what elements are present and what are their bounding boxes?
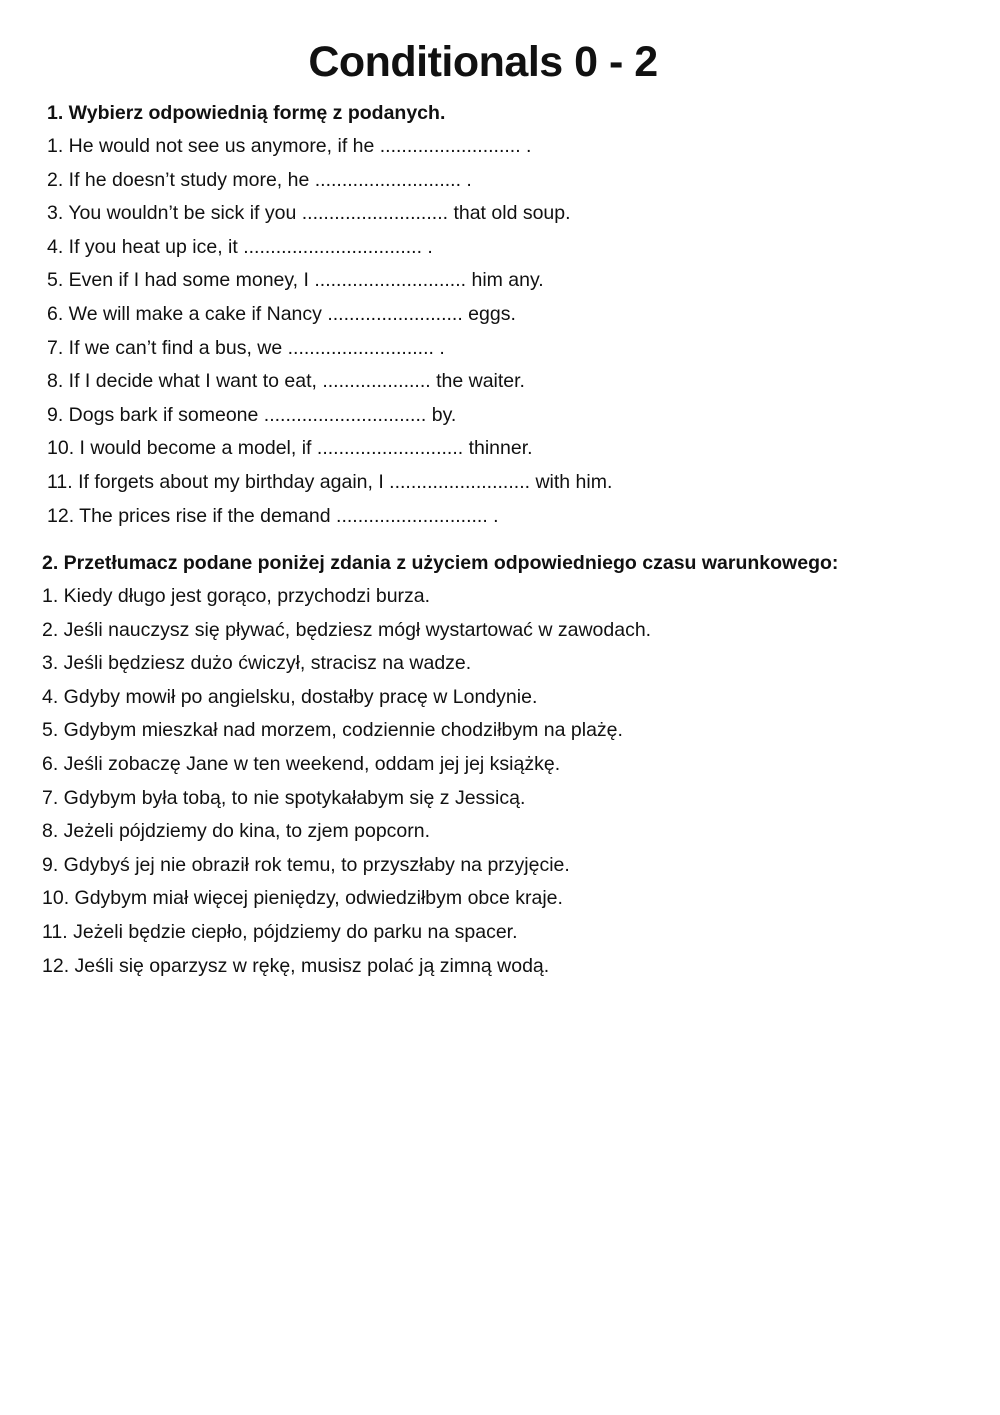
exercise-2-item: 3. Jeśli będziesz dużo ćwiczył, stracisz na wadze.	[42, 652, 472, 675]
exercise-1-item: 4. If you heat up ice, it ................................. .	[47, 235, 433, 258]
exercise-1-item: 7. If we can’t find a bus, we ........................... .	[47, 336, 445, 359]
exercise-1	[0, 97, 1000, 533]
exercise-1-item: 2. If he doesn’t study more, he ........................... .	[47, 168, 472, 191]
exercise-1-list	[0, 130, 1000, 533]
exercise-2-item: 6. Jeśli zobaczę Jane w ten weekend, oddam jej jej książkę.	[42, 752, 561, 775]
exercise-2-item: 12. Jeśli się oparzysz w rękę, musisz polać ją zimną wodą.	[42, 954, 550, 977]
exercise-1-item: 3. You wouldn’t be sick if you ........................... that old soup.	[47, 202, 571, 225]
exercise-2-heading: 2. Przetłumacz podane poniżej zdania z użyciem odpowiedniego czasu warunkowego:	[42, 552, 839, 574]
page-title: Conditionals 0 - 2	[308, 38, 658, 86]
exercise-2-item: 10. Gdybym miał więcej pieniędzy, odwiedziłbym obce kraje.	[42, 887, 563, 910]
exercise-2-item: 8. Jeżeli pójdziemy do kina, to zjem popcorn.	[42, 820, 431, 843]
exercise-2-list	[0, 580, 1000, 983]
exercise-1-item: 5. Even if I had some money, I ............................ him any.	[47, 269, 544, 292]
exercise-2-item: 1. Kiedy długo jest gorąco, przychodzi burza.	[42, 585, 431, 607]
exercise-2-item: 11. Jeżeli będzie ciepło, pójdziemy do parku na spacer.	[42, 920, 518, 943]
exercise-2-item: 2. Jeśli nauczysz się pływać, będziesz mógł wystartować w zawodach.	[42, 618, 652, 641]
exercise-1-item: 12. The prices rise if the demand ............................ .	[47, 504, 499, 527]
exercise-1-heading: 1. Wybierz odpowiednią formę z podanych.	[47, 102, 446, 124]
exercise-1-item: 1. He would not see us anymore, if he .......................... .	[47, 135, 532, 157]
exercise-2-item: 5. Gdybym mieszkał nad morzem, codziennie chodziłbym na plażę.	[42, 719, 623, 742]
exercise-1-item: 11. If forgets about my birthday again, I .......................... with him.	[47, 470, 613, 493]
exercise-2-item: 4. Gdyby mowił po angielsku, dostałby pracę w Londynie.	[42, 685, 538, 708]
exercise-2-item: 9. Gdybyś jej nie obraził rok temu, to przyszłaby na przyjęcie.	[42, 853, 570, 876]
exercise-1-item: 10. I would become a model, if ........................... thinner.	[47, 437, 533, 460]
exercise-1-item: 8. If I decide what I want to eat, .................... the waiter.	[47, 370, 525, 393]
exercise-1-item: 9. Dogs bark if someone .............................. by.	[47, 403, 457, 426]
exercise-2-item: 7. Gdybym była tobą, to nie spotykałabym się z Jessicą.	[42, 786, 526, 809]
exercise-2	[0, 547, 1000, 983]
exercise-1-item: 6. We will make a cake if Nancy ......................... eggs.	[47, 302, 516, 325]
